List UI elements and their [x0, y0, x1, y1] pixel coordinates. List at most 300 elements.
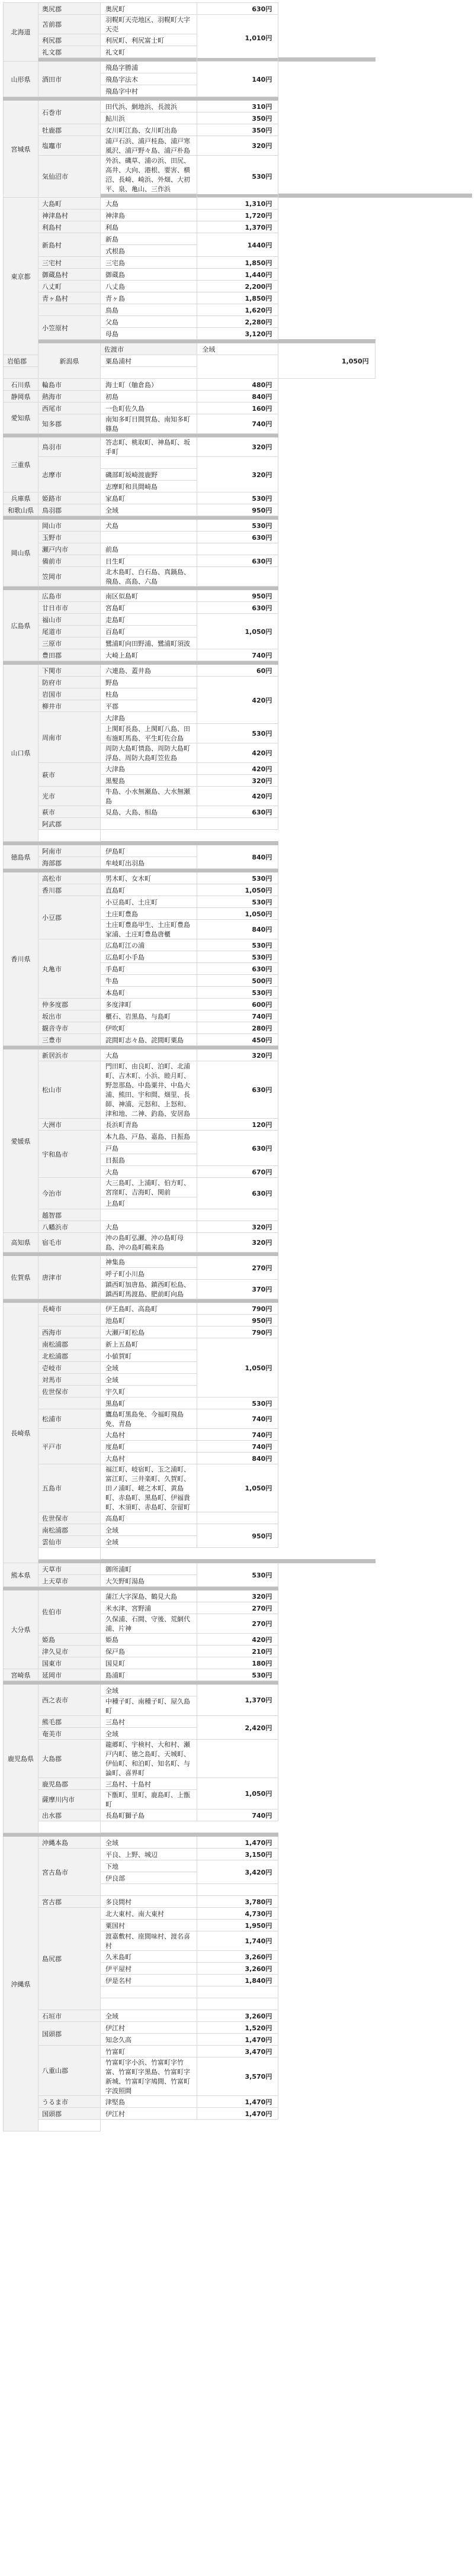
shipping-fee-cell: 3,150円: [197, 1849, 278, 1860]
table-row: [4, 1022, 472, 1034]
municipality-cell: 西之表市: [38, 1685, 101, 1716]
area-cell: 全域: [101, 1374, 197, 1386]
municipality-cell: 瀬戸内市: [38, 543, 101, 555]
area-cell: 志摩町和具間崎島: [101, 481, 197, 492]
area-cell: 全域: [101, 1536, 197, 1548]
area-cell: 御所浦町: [101, 1563, 197, 1575]
area-cell: 大島: [101, 1166, 197, 1178]
shipping-fee-cell: [197, 1740, 278, 1778]
table-row: [4, 1821, 472, 1833]
area-cell: [101, 367, 197, 379]
shipping-fee-cell: 270円: [197, 1256, 278, 1280]
shipping-fee-cell: 1,720円: [197, 210, 278, 221]
municipality-cell: 笠岡市: [38, 567, 101, 587]
area-cell: 蒲江大字深島、鶴見大島: [101, 1590, 197, 1602]
shipping-fee-cell: 4,730円: [197, 1908, 278, 1920]
shipping-fee-cell: 1,050円: [278, 343, 375, 379]
shipping-fee-cell: 1,310円: [197, 198, 278, 210]
table-row: [4, 2022, 472, 2034]
shipping-fee-cell: 1,440円: [197, 269, 278, 281]
area-cell: 日生町: [101, 555, 197, 567]
municipality-cell: 沖縄本島: [38, 1837, 101, 1849]
table-row: [4, 210, 472, 221]
area-cell: 大島村: [101, 1429, 197, 1441]
municipality-cell: 三宅村: [38, 257, 101, 269]
table-row: [4, 1221, 472, 1233]
shipping-fee-cell: 350円: [197, 124, 278, 136]
area-cell: 大津島: [101, 712, 197, 724]
table-row: [4, 567, 472, 587]
area-cell: 全域: [101, 1728, 197, 1740]
municipality-cell: 鹿児島郡: [38, 1778, 101, 1790]
table-row: [4, 62, 472, 73]
area-cell: 鷹島町黒島免、今福町飛島免、青島: [101, 1409, 197, 1429]
area-cell: 飛島字勝浦: [101, 62, 197, 73]
area-cell: 土庄町豊島甲生、土庄町豊島家浦、土庄町豊島唐櫃: [101, 920, 197, 939]
shipping-fee-cell: 1,620円: [197, 304, 278, 316]
table-row: [4, 292, 472, 304]
municipality-cell: 知多郡: [38, 414, 101, 434]
prefecture-cell: 兵庫県: [4, 492, 38, 504]
table-row: [4, 1049, 472, 1061]
shipping-fee-cell: 950円: [197, 1315, 278, 1326]
shipping-fee-cell: [197, 1209, 278, 1221]
area-cell: 大島: [101, 1049, 197, 1061]
area-cell: 池島町: [101, 1315, 197, 1326]
municipality-cell: 姫島: [38, 1634, 101, 1646]
area-cell: 国見町: [101, 1657, 197, 1669]
area-cell: 飛島字法木: [101, 73, 197, 85]
municipality-cell: 高松市: [38, 872, 101, 884]
area-cell: 利島: [101, 221, 197, 233]
municipality-cell: 西海市: [38, 1326, 101, 1338]
area-cell: 土庄町豊島: [101, 908, 197, 920]
table-row: [4, 1548, 472, 1560]
area-cell: 答志町、桃取町、神島町、坂手町: [101, 437, 197, 457]
table-row: [4, 1010, 472, 1022]
shipping-fee-cell: 500円: [197, 975, 278, 987]
area-cell: 伊江村: [101, 2108, 197, 2120]
prefecture-cell: 佐賀県: [4, 1256, 38, 1299]
area-cell: 見島、大島、相島: [101, 806, 197, 818]
shipping-fee-cell: 1,050円: [197, 614, 278, 649]
area-cell: 柱島: [101, 688, 197, 700]
area-cell: 黒島町: [101, 1398, 197, 1409]
area-cell: [38, 830, 101, 842]
municipality-cell: 唐津市: [38, 1256, 101, 1299]
shipping-fee-cell: 1,370円: [197, 1685, 278, 1716]
area-cell: 知念久高: [101, 2034, 197, 2046]
area-cell: 羽幌町天売地区、羽幌町大字天売: [101, 15, 197, 34]
shipping-fee-cell: 530円: [197, 896, 278, 908]
shipping-fee-cell: 840円: [197, 1453, 278, 1464]
municipality-cell: 奄美市: [38, 1728, 101, 1740]
municipality-cell: 南松浦郡: [38, 1338, 101, 1350]
shipping-fee-cell: 1,050円: [197, 1778, 278, 1809]
shipping-fee-cell: 2,280円: [197, 316, 278, 328]
municipality-cell: 雲仙市: [38, 1536, 101, 1548]
municipality-cell: 小笠原村: [38, 316, 101, 340]
area-cell: 外浜、磯草、浦の浜、田尻、高井、大向、港根、要害、横沼、長崎、崎浜、外畑、大初平、泉、亀山、三作浜: [101, 156, 197, 194]
municipality-cell: 宮古郡: [38, 1896, 101, 1908]
shipping-fee-cell: 1,950円: [197, 1920, 278, 1931]
table-row: [4, 520, 472, 532]
municipality-cell: 八重山郡: [38, 2046, 101, 2096]
table-row: [4, 304, 472, 316]
shipping-fee-cell: [197, 543, 278, 555]
shipping-fee-cell: 1,850円: [197, 257, 278, 269]
area-cell: 下地: [101, 1860, 197, 1872]
area-cell: 保戸島: [101, 1646, 197, 1657]
municipality-cell: 牡鹿郡: [38, 124, 101, 136]
shipping-fee-cell: 320円: [197, 1590, 278, 1602]
area-cell: 伊吹町: [101, 1022, 197, 1034]
table-row: [4, 15, 472, 34]
shipping-fee-cell: 1440円: [197, 233, 278, 257]
table-row: [4, 1464, 472, 1512]
municipality-cell: 阿武郡: [38, 818, 101, 830]
table-row: [4, 156, 472, 194]
area-cell: 三島村: [101, 1716, 197, 1728]
shipping-fee-cell: 670円: [197, 1166, 278, 1178]
shipping-fee-cell: 320円: [197, 775, 278, 787]
area-cell: 男木町、女木町: [101, 872, 197, 884]
area-cell: 南知多町日間賀島、南知多町篠島: [101, 414, 197, 434]
table-row: [4, 555, 472, 567]
shipping-fee-cell: 630円: [197, 806, 278, 818]
shipping-fee-cell: 420円: [197, 1634, 278, 1646]
municipality-cell: 岡山市: [38, 520, 101, 532]
municipality-cell: 鳥羽郡: [38, 504, 101, 516]
shipping-fee-cell: 840円: [197, 391, 278, 402]
municipality-cell: 神津島村: [38, 210, 101, 221]
municipality-cell: 萩市: [38, 806, 101, 818]
area-cell: 飛島字中村: [101, 85, 197, 97]
area-cell: 式根島: [101, 245, 197, 257]
area-cell: 粟国村: [101, 1920, 197, 1931]
table-row: [4, 872, 472, 884]
area-cell: 新島: [101, 233, 197, 245]
area-cell: 鳥島: [101, 304, 197, 316]
municipality-cell: 国頭郡: [38, 2108, 101, 2120]
area-cell: 奥尻町: [101, 3, 197, 15]
table-row: [4, 2096, 472, 2108]
shipping-fee-cell: [197, 1512, 278, 1524]
shipping-fee-cell: 1,050円: [197, 908, 278, 920]
shipping-fee-cell: 530円: [197, 951, 278, 963]
shipping-fee-cell: 320円: [197, 457, 278, 492]
table-row: [4, 1233, 472, 1252]
table-row: [4, 1646, 472, 1657]
shipping-fee-cell: 630円: [197, 555, 278, 567]
shipping-fee-cell: 120円: [197, 1119, 278, 1131]
shipping-fee-cell: 450円: [197, 1034, 278, 1046]
area-cell: 新上五島町: [101, 1338, 197, 1350]
area-cell: 六連島、蓋井島: [101, 665, 197, 677]
area-cell: 全域: [101, 504, 197, 516]
shipping-fee-cell: 790円: [197, 1326, 278, 1338]
municipality-cell: 光市: [38, 787, 101, 806]
municipality-cell: 岩船郡: [4, 355, 38, 367]
prefecture-cell: 鹿児島県: [4, 1685, 38, 1833]
municipality-cell: 松山市: [38, 1061, 101, 1119]
shipping-fee-cell: 3,120円: [197, 328, 278, 340]
table-row: [4, 504, 472, 516]
shipping-fee-cell: 1,470円: [197, 2096, 278, 2108]
shipping-fee-cell: 840円: [197, 845, 278, 869]
table-row: [4, 402, 472, 414]
area-cell: 福江町、岐宿町、玉之浦町、富江町、三井楽町、久賀町、田ノ浦町、嵯之木町、黄島町、赤島町、黒島町、伊福貴町、木須町、赤島町、奈留町: [101, 1464, 197, 1512]
table-row: [4, 1685, 472, 1696]
prefecture-cell: 徳島県: [4, 845, 38, 869]
municipality-cell: [38, 304, 101, 316]
shipping-fee-cell: 530円: [197, 724, 278, 743]
shipping-fee-cell: [197, 567, 278, 587]
shipping-fee-cell: 2,200円: [197, 281, 278, 292]
shipping-fee-cell: 1,050円: [197, 884, 278, 896]
shipping-fee-cell: 1,050円: [197, 1464, 278, 1512]
shipping-fee-cell: 630円: [197, 532, 278, 543]
municipality-cell: 対馬市: [38, 1374, 101, 1386]
area-cell: 宇久町: [101, 1386, 197, 1398]
prefecture-cell: 熊本県: [4, 1563, 38, 1587]
area-cell: 上島町: [101, 1197, 197, 1209]
municipality-cell: 西尾市: [38, 402, 101, 414]
area-cell: 久米島町: [101, 1951, 197, 1963]
table-row: [4, 379, 472, 391]
area-cell: 高島町: [101, 1512, 197, 1524]
municipality-cell: 佐世保市: [38, 1512, 101, 1524]
shipping-fee-cell: 530円: [197, 1669, 278, 1681]
area-cell: 龍郷町、宇検村、大和村、瀬戸内町、徳之島町、天城町、伊仙町、和泊町、知名町、与論町、喜界町: [101, 1740, 197, 1778]
area-cell: 黒髪島: [101, 775, 197, 787]
table-row: [4, 1849, 472, 1860]
municipality-cell: 熊毛郡: [38, 1716, 101, 1728]
table-row: [4, 1669, 472, 1681]
area-cell: 大島: [101, 1221, 197, 1233]
shipping-fee-cell: 950円: [197, 590, 278, 602]
prefecture-cell: 三重県: [4, 437, 38, 492]
shipping-fee-cell: 320円: [197, 136, 278, 156]
area-cell: 本島町: [101, 987, 197, 999]
shipping-fee-cell: 420円: [197, 787, 278, 806]
table-row: [4, 1409, 472, 1429]
area-cell: 伊江村: [101, 2022, 197, 2034]
area-cell: 磯部町坂崎渡鹿野: [101, 469, 197, 481]
municipality-cell: 北松浦郡: [38, 1350, 101, 1362]
municipality-cell: 岩国市: [38, 688, 101, 700]
area-cell: 全域: [101, 1685, 197, 1696]
shipping-fee-cell: 740円: [197, 1809, 278, 1821]
municipality-cell: 萩市: [38, 763, 101, 787]
area-cell: 下甑町、里町、鹿島町、上甑町: [101, 1790, 197, 1809]
shipping-fee-cell: 2,420円: [197, 1716, 278, 1740]
area-cell: [38, 1821, 101, 1833]
table-row: [4, 1131, 472, 1142]
shipping-fee-cell: 1,740円: [197, 1931, 278, 1951]
area-cell: 女川町江島、女川町出島: [101, 124, 197, 136]
area-cell: 戸島: [101, 1142, 197, 1154]
prefecture-cell: 宮崎県: [4, 1669, 38, 1681]
shipping-fee-cell: 420円: [197, 763, 278, 775]
area-cell: 久保浦、石間、守後、荒網代浦、片神: [101, 1614, 197, 1634]
municipality-cell: 福山市: [38, 614, 101, 626]
municipality-cell: 丸亀市: [38, 939, 101, 999]
area-cell: 神集島: [101, 1256, 197, 1268]
shipping-fee-cell: 1,470円: [197, 1837, 278, 1849]
prefecture-cell: 愛知県: [4, 402, 38, 434]
shipping-fee-cell: 1,470円: [197, 2034, 278, 2046]
prefecture-cell: 高知県: [4, 1233, 38, 1252]
area-cell: 櫃石、岩黒島、与島町: [101, 1010, 197, 1022]
municipality-cell: 天草市: [38, 1563, 101, 1575]
municipality-cell: 大島町: [38, 198, 101, 210]
shipping-fee-cell: [197, 1884, 278, 1896]
table-row: [4, 1563, 472, 1575]
shipping-fee-cell: [197, 1998, 278, 2010]
area-cell: 利尻町、利尻富士町: [101, 34, 197, 46]
municipality-cell: 八幡浜市: [38, 1221, 101, 1233]
area-cell: 田代浜、網地浜、長渡浜: [101, 101, 197, 112]
prefecture-cell: 宮城県: [4, 101, 38, 198]
area-cell: 海士町（舳倉島）: [101, 379, 197, 391]
area-cell: 南区似島町: [101, 590, 197, 602]
table-row: [4, 1908, 472, 1920]
shipping-fee-cell: 320円: [197, 1233, 278, 1252]
area-cell: 八丈島: [101, 281, 197, 292]
table-row: [4, 1429, 472, 1441]
shipping-fee-cell: 740円: [197, 649, 278, 661]
municipality-cell: 利島村: [38, 221, 101, 233]
area-cell: 手島町: [101, 963, 197, 975]
area-cell: [101, 532, 197, 543]
area-cell: 多良間村: [101, 1896, 197, 1908]
table-row: [4, 457, 472, 469]
area-cell: 周防大島町情島、周防大島町浮島、周防大島町笠佐島: [101, 743, 197, 763]
shipping-fee-cell: 3,260円: [197, 1951, 278, 1963]
table-row: [4, 2120, 472, 2131]
shipping-fee-cell: 180円: [197, 1657, 278, 1669]
area-cell: 広島町小手島: [101, 951, 197, 963]
municipality-cell: 酒田市: [38, 62, 101, 97]
shipping-fee-cell: 740円: [197, 1441, 278, 1453]
area-cell: 伊島町: [101, 845, 197, 857]
municipality-cell: うるま市: [38, 2096, 101, 2108]
municipality-cell: 防府市: [38, 677, 101, 688]
municipality-cell: 松浦市: [38, 1409, 101, 1429]
municipality-cell: 石垣市: [38, 2010, 101, 2022]
shipping-fee-cell: 530円: [197, 1563, 278, 1587]
table-row: [4, 1837, 472, 1849]
area-cell: 伊是名村: [101, 1975, 197, 1986]
shipping-fee-cell: 3,260円: [197, 2010, 278, 2022]
area-cell: 百島町: [101, 626, 197, 637]
table-row: [4, 590, 472, 602]
table-row: [4, 614, 472, 626]
municipality-cell: 柳井市: [38, 700, 101, 712]
area-cell: 父島: [101, 316, 197, 328]
table-body: [4, 3, 472, 2131]
table-row: [4, 665, 472, 677]
area-cell: 竹富町字小浜、竹富町字竹富、竹富町字黒島、竹富町字新城、竹富町字鳩間、竹富町字波照間: [101, 2057, 197, 2096]
shipping-fee-cell: 530円: [197, 492, 278, 504]
area-cell: [101, 818, 197, 830]
area-cell: 大島: [101, 198, 197, 210]
municipality-cell: 八丈町: [38, 281, 101, 292]
shipping-fee-cell: 310円: [197, 101, 278, 112]
table-row: [4, 1657, 472, 1669]
municipality-cell: 宇和島市: [38, 1131, 101, 1178]
table-row: [4, 543, 472, 555]
shipping-fee-cell: 60円: [197, 665, 278, 677]
shipping-fee-cell: 370円: [197, 1280, 278, 1299]
municipality-cell: 五島市: [38, 1464, 101, 1512]
area-cell: 浦戸石浜、浦戸桂島、浦戸寒風沢、浦戸野々島、浦戸朴島: [101, 136, 197, 156]
table-row: [4, 233, 472, 245]
shipping-fee-cell: 630円: [197, 1131, 278, 1166]
area-cell: 伊王島町、高島町: [101, 1303, 197, 1315]
municipality-cell: 大洲市: [38, 1119, 101, 1131]
shipping-surcharge-table-wrapper: [3, 2, 472, 2131]
area-cell: 島浦町: [101, 1669, 197, 1681]
table-row: [4, 221, 472, 233]
table-row: [4, 257, 472, 269]
table-row: [4, 763, 472, 775]
area-cell: 門田町、由良町、泊町、北浦町、吉木町、小浜、睦月町、野忽那島、中島粟井、中島大浦、熊田、宇和間、畑里、長師、神浦、元怒和、上怒和、津和地、二神、釣島、安居島: [101, 1061, 197, 1119]
area-cell: 母島: [101, 328, 197, 340]
shipping-fee-cell: [197, 1986, 278, 1998]
municipality-cell: 小豆郡: [38, 896, 101, 939]
area-cell: 全域: [101, 1362, 197, 1374]
area-cell: 津堅島: [101, 2096, 197, 2108]
table-row: [4, 1209, 472, 1221]
municipality-cell: 仲多度郡: [38, 999, 101, 1010]
municipality-cell: 坂出市: [38, 1010, 101, 1022]
area-cell: 平良、上野、城辺: [101, 1849, 197, 1860]
table-row: [4, 269, 472, 281]
area-cell: 粟島浦村: [101, 355, 197, 367]
area-cell: 渡嘉敷村、座間味村、渡名喜村: [101, 1931, 197, 1951]
shipping-fee-cell: 950円: [197, 504, 278, 516]
area-cell: 大津島: [101, 763, 197, 775]
municipality-cell: 苫前郡: [38, 15, 101, 34]
shipping-fee-cell: 3,780円: [197, 1896, 278, 1908]
shipping-fee-cell: 3,570円: [197, 2057, 278, 2096]
shipping-fee-cell: 140円: [197, 62, 278, 97]
area-cell: 竹富町: [101, 2046, 197, 2057]
municipality-cell: 観音寺市: [38, 1022, 101, 1034]
area-cell: [38, 1548, 101, 1560]
municipality-cell: 広島市: [38, 590, 101, 602]
area-cell: 野島: [101, 677, 197, 688]
table-row: [4, 1326, 472, 1338]
municipality-cell: 志摩市: [38, 457, 101, 492]
shipping-fee-cell: 320円: [197, 1221, 278, 1233]
municipality-cell: 奥尻郡: [38, 3, 101, 15]
municipality-cell: 佐渡市: [101, 343, 197, 355]
table-row: [4, 101, 472, 112]
municipality-cell: [38, 1315, 101, 1326]
shipping-fee-cell: 630円: [197, 602, 278, 614]
municipality-cell: 宮古島市: [38, 1849, 101, 1896]
area-cell: 長浜町青島: [101, 1119, 197, 1131]
municipality-cell: 宿毛市: [38, 1233, 101, 1252]
municipality-cell: 長崎市: [38, 1303, 101, 1315]
area-cell: 直島町: [101, 884, 197, 896]
table-row: [4, 532, 472, 543]
shipping-fee-cell: 630円: [197, 963, 278, 975]
table-row: [4, 1061, 472, 1119]
